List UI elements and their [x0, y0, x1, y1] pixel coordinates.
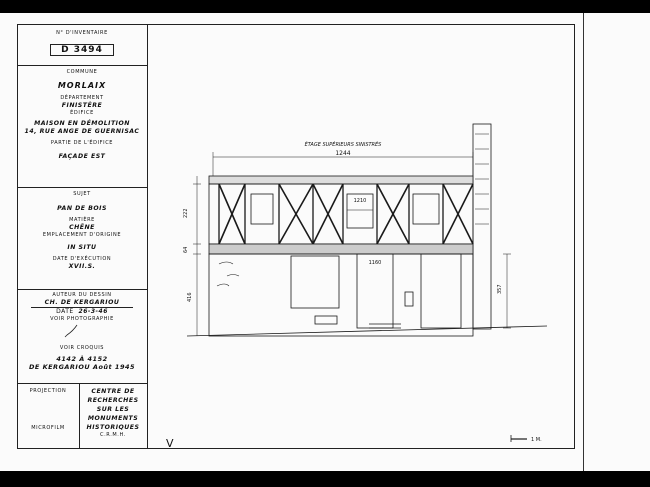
- sheet-edge: [583, 13, 584, 471]
- sujet-value: PAN DE BOIS: [57, 205, 107, 212]
- dimension-left-mid: 64: [183, 246, 189, 253]
- centre-line-5: HISTORIQUES: [86, 424, 140, 431]
- date-value: 26-3-46: [78, 308, 108, 315]
- centre-abbreviation: C.R.M.H.: [100, 432, 126, 438]
- emplacement-label: EMPLACEMENT D'ORIGINE: [42, 232, 122, 238]
- dimension-upper-window: 1210: [353, 198, 367, 204]
- matiere-label: MATIÈRE: [69, 217, 95, 223]
- centre-box: [79, 384, 147, 449]
- emplacement-value: IN SITU: [67, 244, 97, 251]
- sujet-cell: [17, 188, 147, 290]
- facade-elevation-drawing: [147, 24, 575, 449]
- edifice-label: ÉDIFICE: [70, 110, 94, 116]
- inventory-cell: [17, 24, 147, 66]
- commune-cell: [17, 66, 147, 188]
- inventory-number: D 3494: [50, 44, 114, 56]
- edifice-line-2: 14, RUE ANGE DE GUERNISAC: [24, 128, 140, 135]
- archive-cell: [17, 384, 147, 449]
- projection-box: [17, 384, 80, 449]
- dimension-left-bottom: 416: [187, 292, 193, 302]
- date-label: DATE: [56, 308, 74, 315]
- voir-croquis-label: VOIR CROQUIS: [59, 345, 105, 351]
- auteur-cell: [17, 290, 147, 384]
- scale-label: 1 M.: [531, 437, 542, 443]
- pen-stroke: [17, 323, 147, 341]
- corner-mark: V: [166, 437, 174, 450]
- centre-line-2: RECHERCHES: [87, 397, 139, 404]
- caption-etage: ÉTAGE SUPÉRIEURS SINISTRÉS: [304, 142, 382, 148]
- inventory-label: N° D'INVENTAIRE: [56, 30, 108, 36]
- croquis-signature: DE KERGARIOU Août 1945: [28, 363, 136, 371]
- chimney: [473, 124, 491, 329]
- date-execution-label: DATE D'EXÉCUTION: [52, 256, 112, 262]
- commune-name: MORLAIX: [57, 81, 107, 90]
- partie-label: PARTIE DE L'ÉDIFICE: [50, 140, 114, 146]
- matiere-value: CHÊNE: [69, 224, 95, 231]
- departement-name: FINISTÈRE: [61, 102, 103, 109]
- centre-line-1: CENTRE DE: [91, 388, 135, 395]
- auteur-label: AUTEUR DU DESSIN: [52, 292, 112, 298]
- date-row: [17, 308, 147, 316]
- edifice-line-1: MAISON EN DÉMOLITION: [34, 120, 130, 127]
- centre-line-4: MONUMENTS: [87, 415, 139, 422]
- centre-line-3: SUR LES: [96, 406, 130, 413]
- dimension-overall: 1244: [335, 150, 351, 157]
- departement-label: DÉPARTEMENT: [60, 95, 104, 101]
- partie-value: FAÇADE EST: [58, 153, 106, 160]
- dimension-right: 357: [497, 284, 503, 294]
- dimension-lower-door: 1160: [368, 260, 382, 266]
- croquis-refs: 4142 À 4152: [56, 355, 108, 363]
- microfilm-label: MICROFILM: [31, 425, 65, 431]
- dimension-left-top: 222: [183, 208, 189, 218]
- voir-photo-label: VOIR PHOTOGRAPHIE: [50, 316, 114, 322]
- projection-label: PROJECTION: [29, 388, 67, 394]
- auteur-name: CH. DE KERGARIOU: [31, 299, 133, 308]
- sujet-label: SUJET: [73, 191, 91, 197]
- catalog-sidebar: [17, 24, 148, 449]
- commune-label: COMMUNE: [66, 69, 98, 75]
- date-execution-value: XVII.S.: [68, 263, 96, 270]
